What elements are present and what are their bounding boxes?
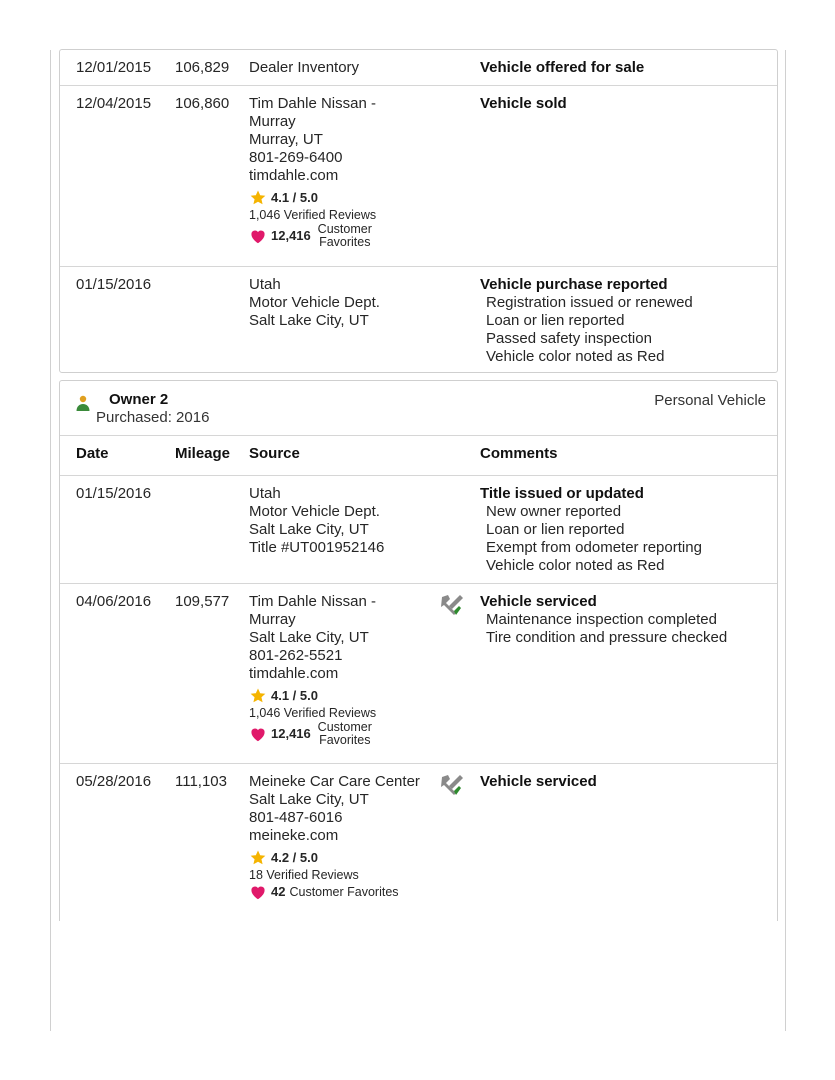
customer-favorites bbox=[249, 721, 444, 747]
source-line: Salt Lake City, UT bbox=[249, 312, 369, 329]
comment-line: Loan or lien reported bbox=[486, 312, 625, 329]
phone-number: 801-487-6016 bbox=[249, 809, 343, 826]
owner1-history-card bbox=[59, 49, 778, 373]
customer-favorites bbox=[249, 223, 444, 249]
source-line: Dealer Inventory bbox=[249, 59, 360, 76]
record-source bbox=[249, 276, 444, 330]
comment-title: Vehicle offered for sale bbox=[480, 59, 645, 76]
rating-value: 4.1 / 5.0 bbox=[271, 190, 318, 205]
row-divider bbox=[60, 266, 777, 267]
comment-line: Passed safety inspection bbox=[486, 330, 652, 347]
dealer-name-link[interactable]: Tim Dahle Nissan - bbox=[249, 95, 376, 112]
header-divider bbox=[60, 475, 777, 476]
service-tools-icon bbox=[438, 771, 466, 799]
comment-title: Vehicle serviced bbox=[480, 773, 597, 790]
favorites-label: Customer Favorites bbox=[317, 720, 372, 747]
source-line: Salt Lake City, UT bbox=[249, 521, 369, 538]
dealer-name-link[interactable]: Meineke Car Care Center bbox=[249, 773, 420, 790]
favorites-label: Customer Favorites bbox=[317, 222, 372, 249]
comment-line: New owner reported bbox=[486, 503, 622, 520]
row-divider bbox=[60, 85, 777, 86]
website-link[interactable]: timdahle.com bbox=[249, 167, 339, 184]
owner-vehicle-type: Personal Vehicle bbox=[654, 392, 766, 409]
record-comments bbox=[480, 95, 770, 113]
record-date: 05/28/2016 bbox=[76, 773, 152, 790]
record-comments bbox=[480, 59, 770, 77]
record-mileage: 106,860 bbox=[175, 95, 230, 112]
record-comments bbox=[480, 593, 770, 647]
left-rail bbox=[50, 50, 51, 1031]
owner-header bbox=[60, 381, 777, 435]
verified-reviews-link[interactable]: 18 Verified Reviews bbox=[249, 868, 359, 882]
favorites-count: 12,416 bbox=[271, 726, 311, 741]
owner-title: Owner 2 bbox=[109, 391, 169, 408]
website-link[interactable]: meineke.com bbox=[249, 827, 339, 844]
title-number: Title #UT001952146 bbox=[249, 539, 385, 556]
star-icon bbox=[249, 849, 267, 867]
column-header-source: Source bbox=[249, 445, 300, 462]
heart-icon bbox=[249, 228, 267, 244]
record-source bbox=[249, 59, 444, 77]
record-comments bbox=[480, 773, 770, 791]
row-divider bbox=[60, 763, 777, 764]
owner-purchased: Purchased: 2016 bbox=[96, 409, 210, 426]
source-line: Murray bbox=[249, 113, 296, 130]
comment-line: Vehicle color noted as Red bbox=[486, 557, 665, 574]
source-line: Murray bbox=[249, 611, 296, 628]
record-source bbox=[249, 95, 444, 249]
rating-value: 4.1 / 5.0 bbox=[271, 688, 318, 703]
dealer-rating bbox=[249, 686, 444, 706]
header-divider bbox=[60, 435, 777, 436]
comment-title: Title issued or updated bbox=[480, 485, 644, 502]
source-line: Motor Vehicle Dept. bbox=[249, 503, 380, 520]
record-mileage: 111,103 bbox=[175, 773, 227, 790]
column-header-date: Date bbox=[76, 445, 109, 462]
record-date: 01/15/2016 bbox=[76, 276, 152, 293]
comment-title: Vehicle serviced bbox=[480, 593, 597, 610]
source-line: Salt Lake City, UT bbox=[249, 629, 369, 646]
website-link[interactable]: timdahle.com bbox=[249, 665, 339, 682]
phone-number: 801-262-5521 bbox=[249, 647, 343, 664]
record-source bbox=[249, 773, 449, 901]
source-line: Utah bbox=[249, 276, 281, 293]
favorites-count: 42 bbox=[271, 884, 286, 899]
verified-reviews-link[interactable]: 1,046 Verified Reviews bbox=[249, 208, 377, 222]
owner2-history-card bbox=[59, 380, 778, 921]
column-header-mileage: Mileage bbox=[175, 445, 231, 462]
column-header-comments: Comments bbox=[480, 445, 558, 462]
comment-line: Registration issued or renewed bbox=[486, 294, 693, 311]
record-date: 12/01/2015 bbox=[76, 59, 152, 76]
comment-line: Exempt from odometer reporting bbox=[486, 539, 702, 556]
favorites-count: 12,416 bbox=[271, 228, 311, 243]
record-date: 04/06/2016 bbox=[76, 593, 152, 610]
record-date: 12/04/2015 bbox=[76, 95, 152, 112]
customer-favorites bbox=[249, 883, 449, 901]
source-line: Motor Vehicle Dept. bbox=[249, 294, 380, 311]
dealer-rating bbox=[249, 848, 449, 868]
record-mileage: 109,577 bbox=[175, 593, 230, 610]
dealer-name-link[interactable]: Tim Dahle Nissan - bbox=[249, 593, 376, 610]
right-rail bbox=[785, 50, 786, 1031]
record-source bbox=[249, 593, 444, 747]
source-line: Salt Lake City, UT bbox=[249, 791, 369, 808]
dealer-rating bbox=[249, 188, 444, 208]
heart-icon bbox=[249, 726, 267, 742]
record-mileage: 106,829 bbox=[175, 59, 230, 76]
source-line: Murray, UT bbox=[249, 131, 323, 148]
verified-reviews-link[interactable]: 1,046 Verified Reviews bbox=[249, 706, 377, 720]
phone-number: 801-269-6400 bbox=[249, 149, 343, 166]
heart-icon bbox=[249, 884, 267, 900]
comment-line: Vehicle color noted as Red bbox=[486, 348, 665, 365]
comment-title: Vehicle purchase reported bbox=[480, 276, 668, 293]
record-comments bbox=[480, 485, 770, 575]
record-comments bbox=[480, 276, 770, 366]
favorites-label: Customer Favorites bbox=[289, 884, 399, 899]
comment-line: Loan or lien reported bbox=[486, 521, 625, 538]
source-line: Utah bbox=[249, 485, 281, 502]
star-icon bbox=[249, 687, 267, 705]
comment-line: Tire condition and pressure checked bbox=[486, 629, 728, 646]
owner-person-icon bbox=[76, 395, 90, 411]
comment-line: Maintenance inspection completed bbox=[486, 611, 717, 628]
comment-title: Vehicle sold bbox=[480, 95, 567, 112]
record-source bbox=[249, 485, 444, 557]
record-date: 01/15/2016 bbox=[76, 485, 152, 502]
row-divider bbox=[60, 583, 777, 584]
rating-value: 4.2 / 5.0 bbox=[271, 850, 318, 865]
service-tools-icon bbox=[438, 591, 466, 619]
star-icon bbox=[249, 189, 267, 207]
